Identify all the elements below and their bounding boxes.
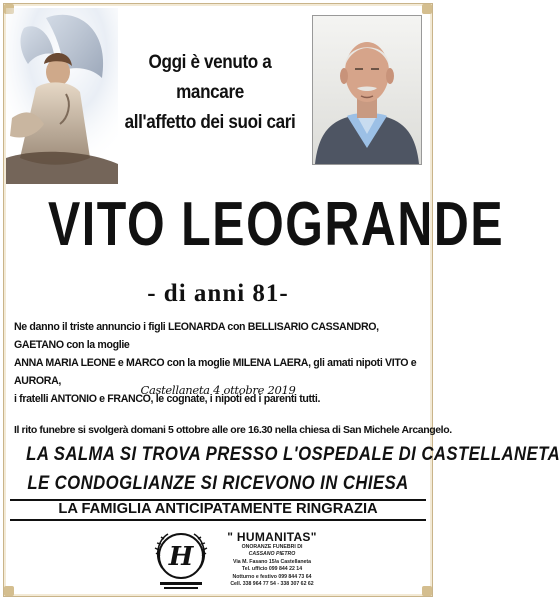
heading-line-1: Oggi è venuto a mancare bbox=[148, 52, 272, 103]
deceased-name: VITO LEOGRANDE bbox=[47, 190, 505, 259]
humanitas-logo-icon bbox=[150, 526, 212, 592]
divider-bottom bbox=[10, 519, 426, 521]
funeral-agency-info bbox=[212, 530, 332, 588]
agency-line-2: CASSANO PIETRO bbox=[248, 551, 296, 558]
place-and-date: Castellaneta 4 ottobre 2019 bbox=[140, 383, 296, 397]
frame-corner bbox=[422, 4, 432, 14]
frame-corner bbox=[4, 586, 14, 596]
body-location-notice: LA SALMA SI TROVA PRESSO L'OSPEDALE DI CASTELLANETA bbox=[26, 444, 560, 465]
agency-phone-night: Notturno e festivo 099 844 73 64 bbox=[232, 573, 312, 580]
praying-angel-image bbox=[6, 8, 118, 184]
logo-letter: H bbox=[168, 542, 194, 572]
deceased-age: - di anni 81- bbox=[147, 280, 289, 307]
condolences-notice: LE CONDOGLIANZE SI RICEVONO IN CHIESA bbox=[27, 473, 409, 494]
funeral-details: Il rito funebre si svolgerà domani 5 ottobre alle ore 16.30 nella chiesa di San Michele Arcangelo. bbox=[14, 424, 452, 436]
agency-phone-office: Tel. ufficio 099 844 22 14 bbox=[241, 566, 303, 573]
family-announcement: Ne danno il triste annuncio i figli LEONARDA con BELLISARIO CASSANDRO, GAETANO con la moglie ANNA MARIA LEONE e MARCO con la moglie MILENA LAERA, gli amati nipoti VITO e AURORA, i fratelli ANTONIO e FRANCO, le cognate, i nipoti ed i parenti tutti. bbox=[14, 321, 417, 405]
agency-name: " HUMANITAS" bbox=[227, 530, 317, 544]
agency-mobile: Cell. 338 964 77 54 - 338 307 62 62 bbox=[230, 581, 314, 588]
agency-address: Via M. Fasano 15/a Castellaneta bbox=[232, 558, 312, 565]
family-thanks: LA FAMIGLIA ANTICIPATAMENTE RINGRAZIA bbox=[58, 500, 378, 517]
frame-corner bbox=[422, 586, 432, 596]
deceased-portrait bbox=[312, 15, 422, 165]
agency-line-1: ONORANZE FUNEBRI DI bbox=[241, 544, 303, 550]
announcement-heading bbox=[120, 48, 300, 138]
heading-line-2: all'affetto dei suoi cari bbox=[124, 112, 296, 133]
